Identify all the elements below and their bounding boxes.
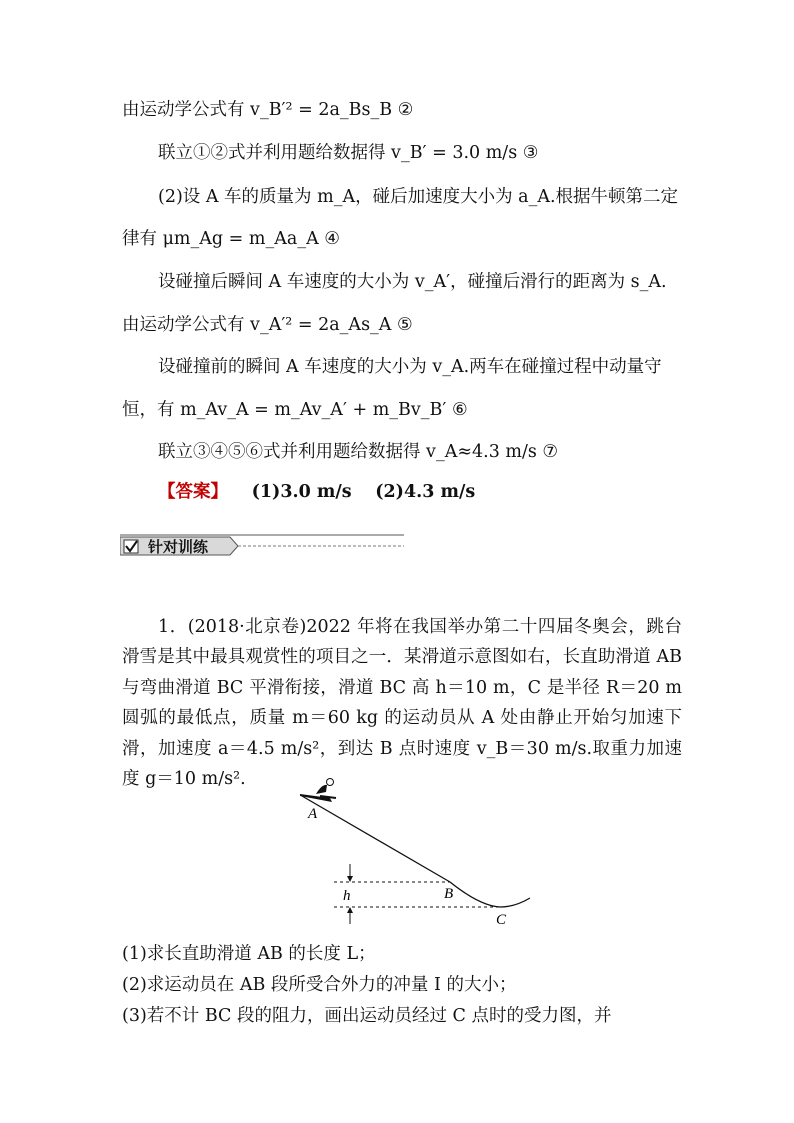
sub-question-2: (2)求运动员在 AB 段所受合外力的冲量 I 的大小； xyxy=(122,975,517,995)
answer-label: 【答案】 xyxy=(158,482,228,502)
label-h: h xyxy=(343,888,351,904)
solution-line-1: 由运动学公式有 v_B′² = 2a_Bs_B ② xyxy=(122,100,414,120)
label-c: C xyxy=(496,912,507,928)
solution-line-3: (2)设 A 车的质量为 m_A，碰后加速度大小为 a_A.根据牛顿第二定 xyxy=(158,187,679,207)
sub-question-1: (1)求长直助滑道 AB 的长度 L； xyxy=(122,944,376,964)
sub-question-3: (3)若不计 BC 段的阻力，画出运动员经过 C 点时的受力图，并 xyxy=(122,1006,612,1026)
solution-line-2: 联立①②式并利用题给数据得 v_B′ = 3.0 m/s ③ xyxy=(158,143,539,163)
answer-part-1: (1)3.0 m/s xyxy=(251,482,352,502)
answer-line xyxy=(158,480,475,504)
solution-line-4: 律有 μm_Ag = m_Aa_A ④ xyxy=(122,229,340,249)
section-header xyxy=(120,533,404,559)
section-title: 针对训练 xyxy=(148,538,209,556)
solution-line-6: 由运动学公式有 v_A′² = 2a_As_A ⑤ xyxy=(122,315,413,335)
ski-slope-diagram xyxy=(290,776,550,936)
solution-line-7: 设碰撞前的瞬间 A 车速度的大小为 v_A.两车在碰撞过程中动量守 xyxy=(158,357,662,377)
solution-line-8: 恒，有 m_Av_A = m_Av_A′ + m_Bv_B′ ⑥ xyxy=(122,400,468,420)
solution-line-5: 设碰撞后瞬间 A 车速度的大小为 v_A′，碰撞后滑行的距离为 s_A. xyxy=(158,272,667,292)
solution-line-9: 联立③④⑤⑥式并利用题给数据得 v_A≈4.3 m/s ⑦ xyxy=(158,442,559,462)
answer-part-2: (2)4.3 m/s xyxy=(375,482,476,502)
label-b: B xyxy=(444,886,454,902)
label-a: A xyxy=(308,806,318,822)
skier-head-icon xyxy=(327,779,334,786)
question-text: 1．(2018·北京卷)2022 年将在我国举办第二十四届冬奥会，跳台滑雪是其中最具观赏性的项目之一．某滑道示意图如右，长直助滑道 AB 与弯曲滑道 BC 平滑衔接，滑道 BC 高 h＝10 m，C 是半径 R＝20 m 圆弧的最低点，质量 m＝60 kg 的运动员从 A 处由静止开始匀加速下滑，加速度 a＝4.5 m/s²，到达 B 点时速度 v_B＝30 m/s.取重力加速度 g＝10 m/s². xyxy=(122,617,682,790)
